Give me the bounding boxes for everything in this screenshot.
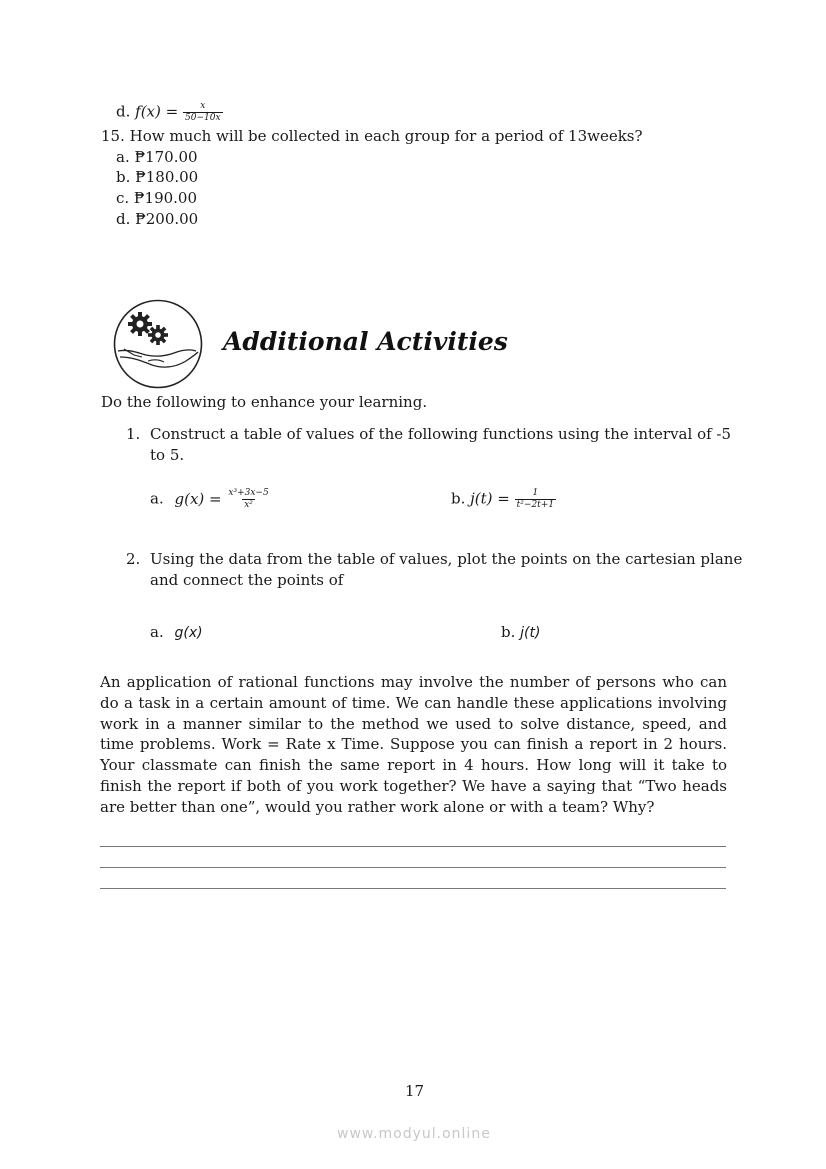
item1-function-a-fraction: $\frac{\text{x³+3x−5}}{\text{x²}}$ (228, 488, 269, 510)
answer-line[interactable] (100, 846, 726, 847)
application-paragraph: An application of rational functions may involve the number of persons who can do a task in a certain amount of time. We can handle these applications involving work in a manner similar to the method we used to solve distance, speed, and time problems. Work = Rate x Time. Suppose you can finish a report in 2 hours. Your classmate can finish the same report in 4 hours. How long will it take to finish the report if both of you work together? We have a saying that “Two heads are better than one”, would you rather work alone or with a team? Why? (100, 673, 727, 816)
gears-in-hand-icon (112, 299, 204, 389)
q14-option-d: d. f(x) = $\frac{x}{50-10x}$ (116, 101, 221, 123)
item2-plot-a: a. g(x) (150, 623, 203, 641)
item1-function-b-fraction: $\frac{1}{\text{t²−2t+1}}$ (516, 488, 555, 510)
intro-text: Do the following to enhance your learning. (101, 393, 428, 411)
watermark: www.modyul.online (337, 1126, 491, 1142)
q14-option-d-function: f(x) = (135, 102, 179, 121)
item2-line2: and connect the points of (150, 571, 344, 589)
item2-line1: Using the data from the table of values, plot the points on the cartesian plane (150, 550, 743, 568)
q15-option-c: c. ₱190.00 (116, 189, 198, 207)
q15-option-d: d. ₱200.00 (116, 210, 199, 228)
answer-line[interactable] (100, 888, 726, 889)
item1-function-a: a. g(x) = $\frac{\text{x³+3x−5}}{\text{x²}}$ (150, 488, 269, 510)
item2-plot-b: b. j(t) (501, 623, 541, 641)
q14-option-d-fraction: $\frac{x}{50-10x}$ (185, 101, 221, 123)
item1-line2: to 5. (150, 446, 185, 464)
item1-number: 1. (126, 425, 141, 443)
q15-option-b: b. ₱180.00 (116, 168, 199, 186)
item1-function-b: b. j(t) = $\frac{1}{\text{t²−2t+1}}$ (451, 488, 555, 510)
answer-line[interactable] (100, 867, 726, 868)
item1-line1: Construct a table of values of the following functions using the interval of -5 (150, 425, 732, 443)
item2-number: 2. (126, 550, 141, 568)
q15-option-a: a. ₱170.00 (116, 148, 198, 166)
section-title: Additional Activities (223, 327, 508, 356)
page-number: 17 (405, 1082, 425, 1100)
q15-question: 15. How much will be collected in each group for a period of 13weeks? (101, 127, 643, 145)
